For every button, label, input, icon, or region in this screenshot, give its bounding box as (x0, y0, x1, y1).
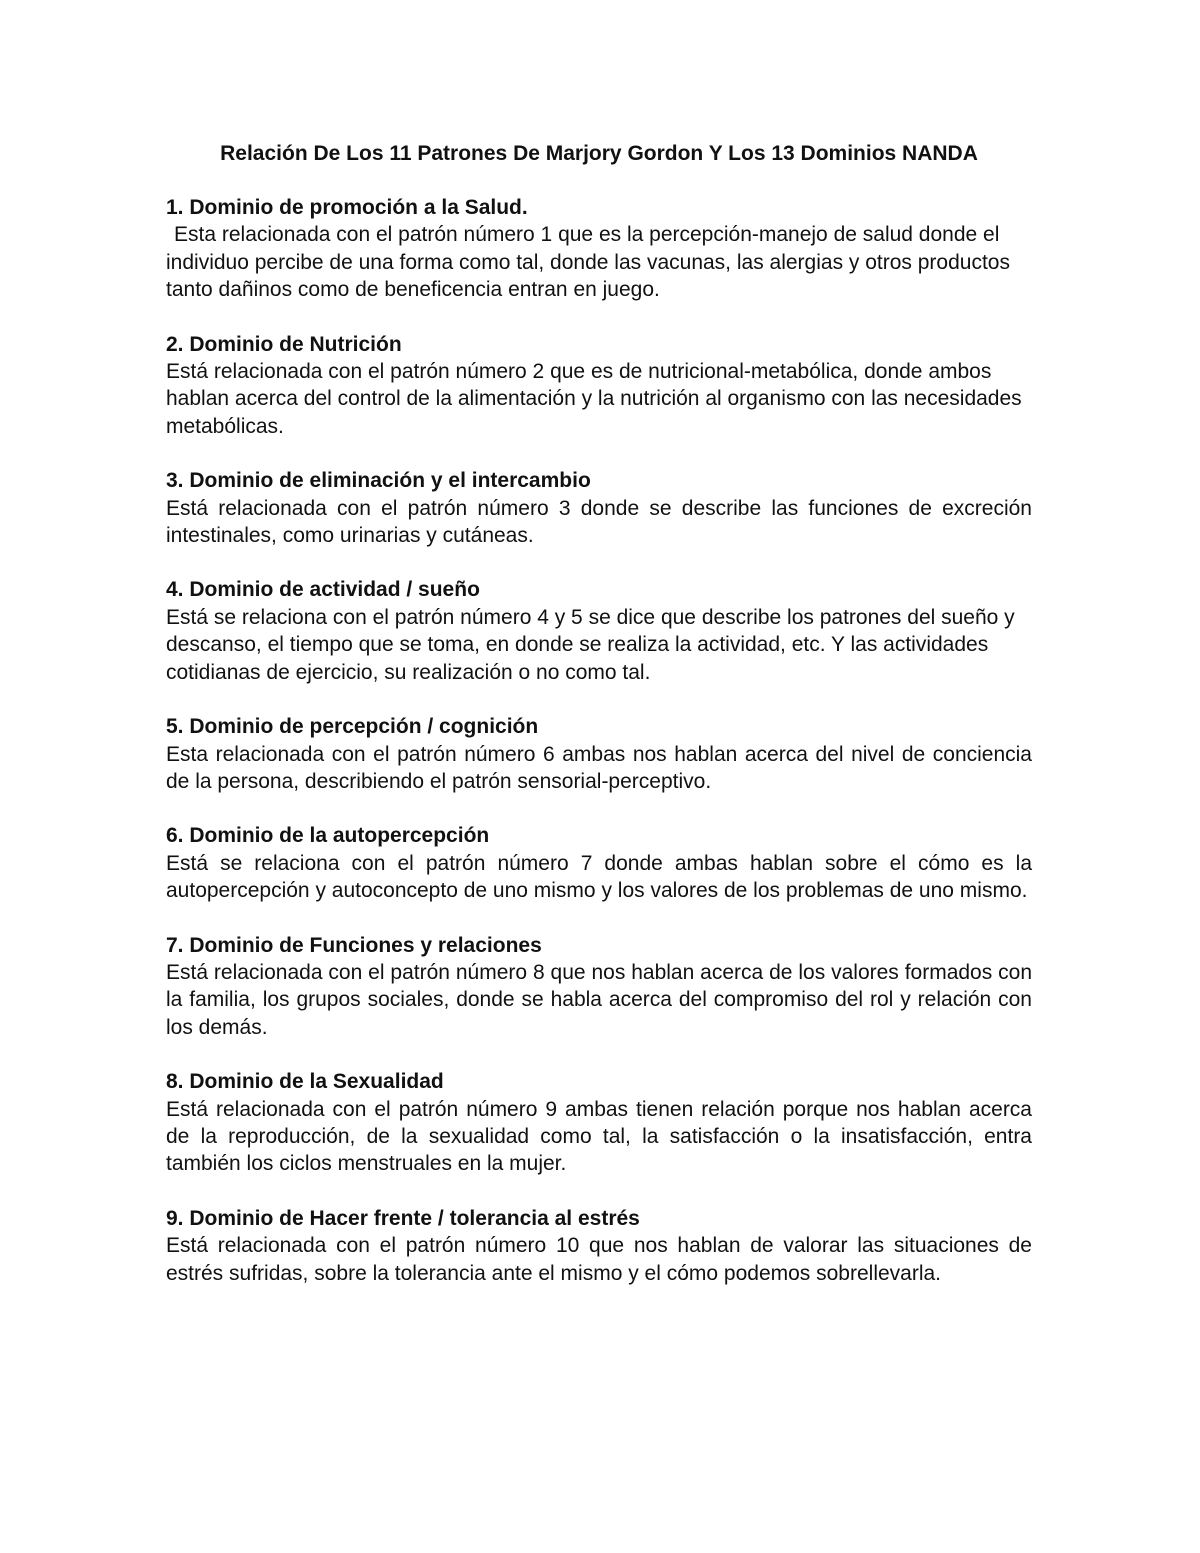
section-4 (166, 576, 1032, 686)
section-heading: 4. Dominio de actividad / sueño (166, 578, 480, 602)
section-3 (166, 467, 1032, 549)
section-body: Está relacionada con el patrón número 9 ambas tienen relación porque nos hablan acerca de la reproducción, de la sexualidad como tal, la satisfacción o la insatisfacción, entra también los ciclos menstruales en la mujer. (166, 1097, 1032, 1176)
section-heading: 6. Dominio de la autopercepción (166, 824, 490, 848)
section-heading: 9. Dominio de Hacer frente / tolerancia al estrés (166, 1206, 640, 1230)
section-body: Esta relacionada con el patrón número 6 ambas nos hablan acerca del nivel de conciencia de la persona, describiendo el patrón sensorial-perceptivo. (166, 742, 1032, 793)
section-2 (166, 331, 1032, 441)
section-heading: 3. Dominio de eliminación y el intercambio (166, 469, 591, 493)
section-heading: 8. Dominio de la Sexualidad (166, 1070, 444, 1094)
section-1 (166, 194, 1032, 304)
section-body: Está se relaciona con el patrón número 7 donde ambas hablan sobre el cómo es la autopercepción y autoconcepto de uno mismo y los valores de los problemas de uno mismo. (166, 851, 1032, 903)
section-heading: 2. Dominio de Nutrición (166, 332, 402, 356)
section-9 (166, 1205, 1032, 1287)
section-body: Está relacionada con el patrón número 2 que es de nutricional-metabólica, donde ambos hablan acerca del control de la alimentación y la nutrición al organismo con las necesidades metabólicas. (166, 360, 1022, 438)
section-heading: 1. Dominio de promoción a la Salud. (166, 196, 528, 219)
section-8 (166, 1068, 1032, 1178)
section-heading: 7. Dominio de Funciones y relaciones (166, 933, 542, 957)
section-body: Está relacionada con el patrón número 10 que nos hablan de valorar las situaciones de estrés sufridas, sobre la tolerancia ante el mismo y el cómo podemos sobrellevarla. (166, 1234, 1032, 1285)
document-title: Relación De Los 11 Patrones De Marjory Gordon Y Los 13 Dominios NANDA (220, 142, 978, 165)
document-page (166, 140, 1032, 1314)
section-heading: 5. Dominio de percepción / cognición (166, 715, 539, 739)
section-6 (166, 822, 1032, 904)
section-body: Está relacionada con el patrón número 8 que nos hablan acerca de los valores formados con la familia, los grupos sociales, donde se habla acerca del compromiso del rol y relación con los demás. (166, 960, 1032, 1039)
section-body: Esta relacionada con el patrón número 1 que es la percepción-manejo de salud donde el individuo percibe de una forma como tal, donde las vacunas, las alergias y otros productos tanto dañinos como de beneficencia entran en juego. (166, 223, 1010, 302)
section-7 (166, 932, 1032, 1042)
section-body: Está relacionada con el patrón número 3 donde se describe las funciones de excreción intestinales, como urinarias y cutáneas. (166, 496, 1032, 548)
section-body: Está se relaciona con el patrón número 4 y 5 se dice que describe los patrones del sueño y descanso, el tiempo que se toma, en donde se realiza la actividad, etc. Y las actividades cotidianas de ejercicio, su realización o no como tal. (166, 605, 1015, 684)
section-5 (166, 713, 1032, 795)
